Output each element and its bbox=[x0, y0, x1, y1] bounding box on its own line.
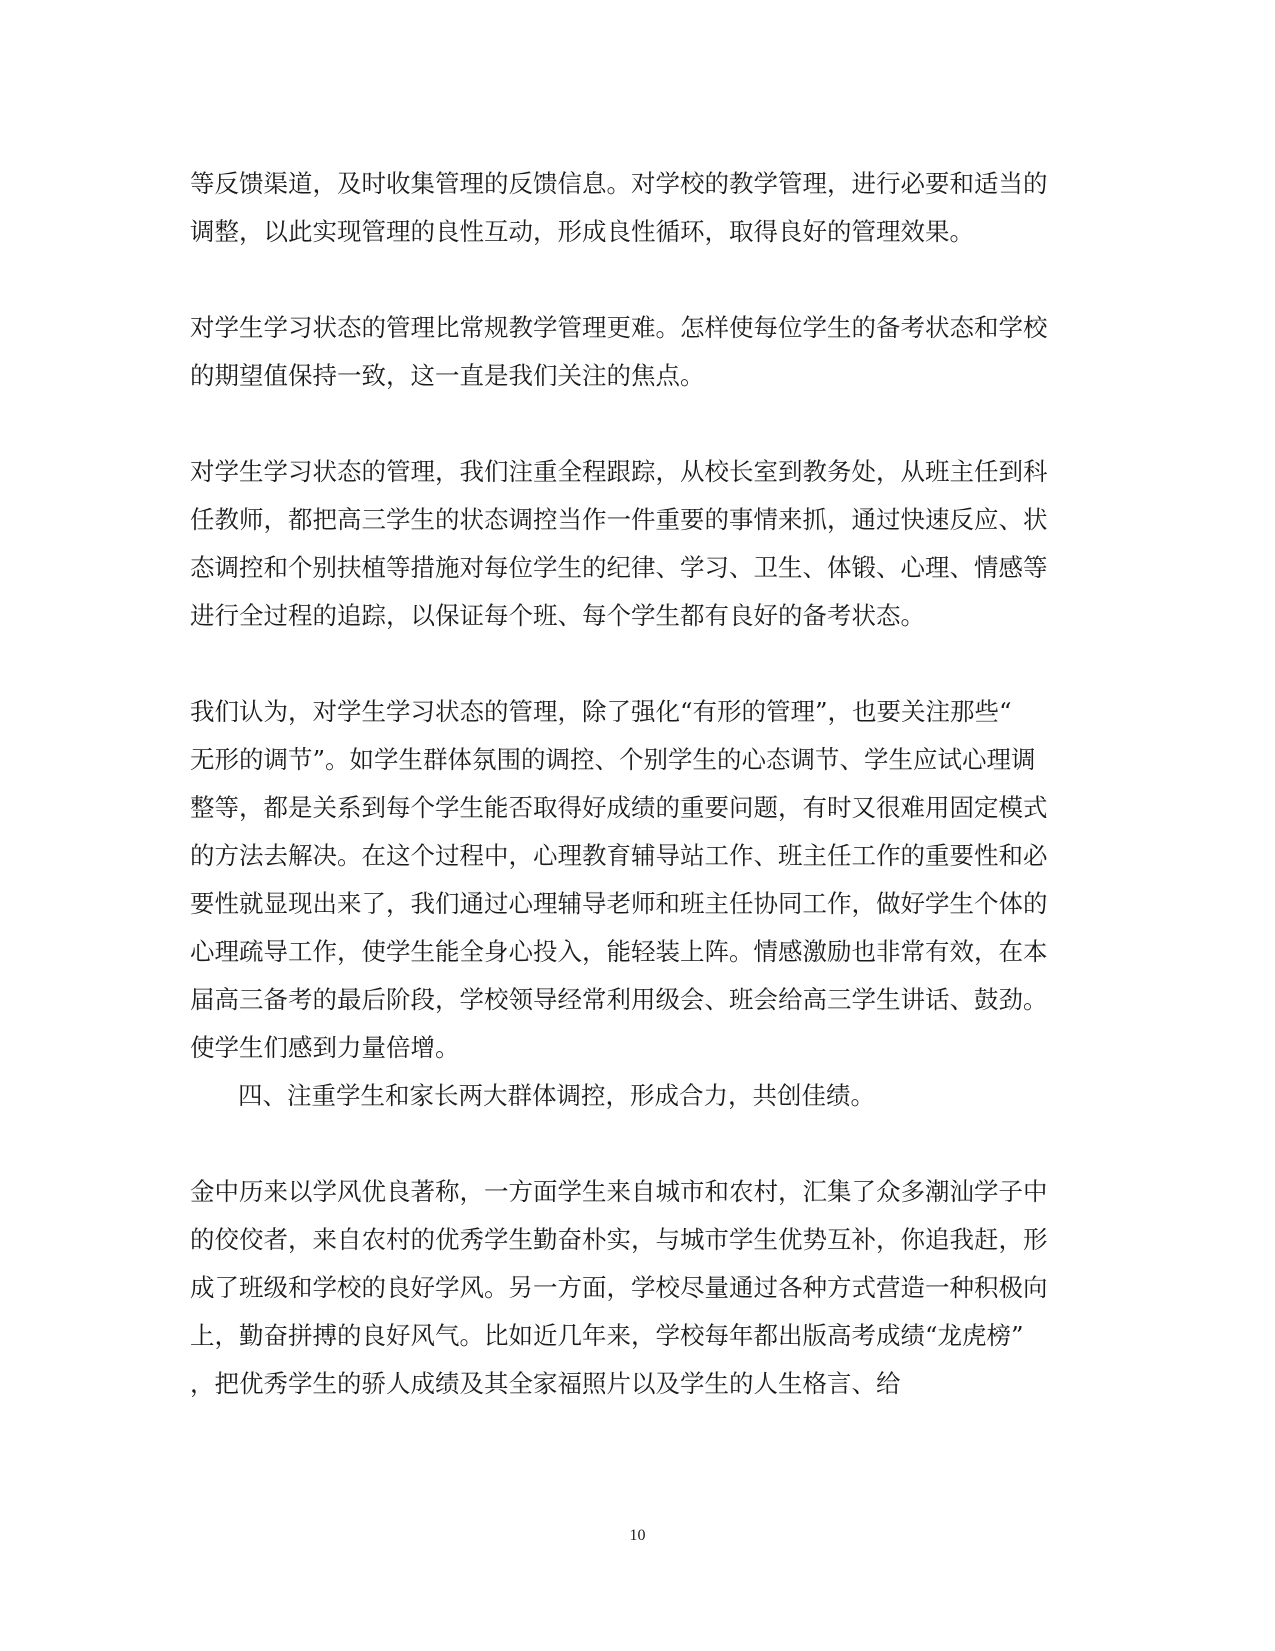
text-line: 无形的调节”。如学生群体氛围的调控、个别学生的心态调节、学生应试心理调 bbox=[190, 745, 1036, 774]
paragraph bbox=[190, 160, 1070, 256]
paragraph-gap bbox=[190, 1120, 1070, 1168]
text-line: 要性就显现出来了，我们通过心理辅导老师和班主任协同工作，做好学生个体的 bbox=[190, 889, 1048, 918]
text-line: 进行全过程的追踪，以保证每个班、每个学生都有良好的备考状态。 bbox=[190, 601, 925, 630]
paragraph-gap bbox=[190, 640, 1070, 688]
text-line: 对学生学习状态的管理比常规教学管理更难。怎样使每位学生的备考状态和学校 bbox=[190, 313, 1048, 342]
text-line: ，把优秀学生的骄人成绩及其全家福照片以及学生的人生格言、给 bbox=[190, 1369, 901, 1398]
paragraph-gap bbox=[190, 400, 1070, 448]
paragraph-gap bbox=[190, 256, 1070, 304]
paragraph bbox=[190, 448, 1070, 640]
text-line: 上，勤奋拼搏的良好风气。比如近几年来，学校每年都出版高考成绩“龙虎榜” bbox=[190, 1321, 1024, 1350]
page-number: 10 bbox=[629, 1527, 646, 1544]
text-line: 成了班级和学校的良好学风。另一方面，学校尽量通过各种方式营造一种积极向 bbox=[190, 1273, 1048, 1302]
text-line: 我们认为，对学生学习状态的管理，除了强化“有形的管理”，也要关注那些“ bbox=[190, 697, 1012, 726]
paragraph bbox=[190, 688, 1070, 1120]
text-line: 金中历来以学风优良著称，一方面学生来自城市和农村，汇集了众多潮汕学子中 bbox=[190, 1177, 1048, 1206]
text-line: 态调控和个别扶植等措施对每位学生的纪律、学习、卫生、体锻、心理、情感等 bbox=[190, 553, 1048, 582]
text-line: 的方法去解决。在这个过程中，心理教育辅导站工作、班主任工作的重要性和必 bbox=[190, 841, 1048, 870]
text-line: 对学生学习状态的管理，我们注重全程跟踪，从校长室到教务处，从班主任到科 bbox=[190, 457, 1048, 486]
text-line: 调整，以此实现管理的良性互动，形成良性循环，取得良好的管理效果。 bbox=[190, 217, 974, 246]
body-text bbox=[190, 160, 1070, 1408]
text-line: 届高三备考的最后阶段，学校领导经常利用级会、班会给高三学生讲话、鼓劲。 bbox=[190, 985, 1048, 1014]
text-line: 的佼佼者，来自农村的优秀学生勤奋朴实，与城市学生优势互补，你追我赶，形 bbox=[190, 1225, 1048, 1254]
text-line: 等反馈渠道，及时收集管理的反馈信息。对学校的教学管理，进行必要和适当的 bbox=[190, 169, 1048, 198]
text-line: 任教师，都把高三学生的状态调控当作一件重要的事情来抓，通过快速反应、状 bbox=[190, 505, 1048, 534]
section-heading: 四、注重学生和家长两大群体调控，形成合力，共创佳绩。 bbox=[238, 1081, 875, 1110]
text-line: 的期望值保持一致，这一直是我们关注的焦点。 bbox=[190, 361, 705, 390]
text-line: 使学生们感到力量倍增。 bbox=[190, 1033, 460, 1062]
paragraph bbox=[190, 1168, 1070, 1408]
text-line: 整等，都是关系到每个学生能否取得好成绩的重要问题，有时又很难用固定模式 bbox=[190, 793, 1048, 822]
paragraph bbox=[190, 304, 1070, 400]
text-line: 心理疏导工作，使学生能全身心投入，能轻装上阵。情感激励也非常有效，在本 bbox=[190, 937, 1048, 966]
